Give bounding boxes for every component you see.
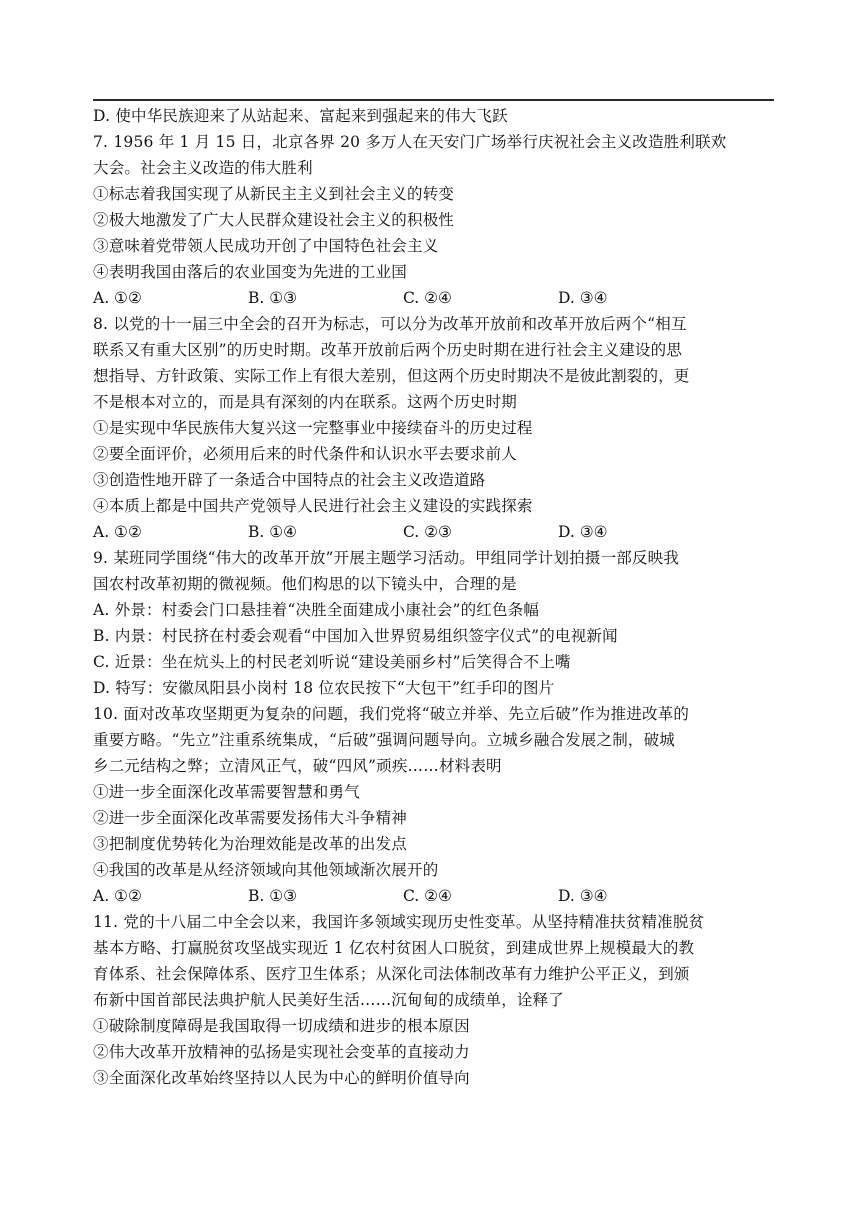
q10-choice-a: A. ①②	[93, 887, 142, 905]
q8-statement-3: ③创造性地开辟了一条适合中国特点的社会主义改造道路	[93, 471, 486, 489]
q10-choice-d: D. ③④	[558, 887, 608, 905]
q8-stem-line-4: 不是根本对立的，而是具有深刻的内在联系。这两个历史时期	[93, 393, 517, 411]
q11-statement-2: ②伟大改革开放精神的弘扬是实现社会变革的直接动力	[93, 1043, 470, 1061]
q7-stem-line-1: 7. 1956 年 1 月 15 日，北京各界 20 多万人在天安门广场举行庆祝社会主义改造胜利联欢	[93, 133, 727, 151]
q10-choice-c: C. ②④	[403, 887, 452, 905]
q8-stem-line-1: 8. 以党的十一届三中全会的召开为标志，可以分为改革开放前和改革开放后两个“相互	[93, 315, 687, 333]
q8-answer-choices	[93, 519, 783, 545]
q7-statement-4: ④表明我国由落后的农业国变为先进的工业国	[93, 263, 408, 281]
q9-stem-line-2: 国农村改革初期的微视频。他们构思的以下镜头中，合理的是	[93, 575, 517, 593]
q9-choice-a: A. 外景：村委会门口悬挂着“决胜全面建成小康社会”的红色条幅	[93, 601, 540, 619]
q10-answer-choices	[93, 883, 783, 909]
q10-statement-1: ①进一步全面深化改革需要智慧和勇气	[93, 783, 360, 801]
q10-stem-line-2: 重要方略。“先立”注重系统集成，“后破”强调问题导向。立城乡融合发展之制，破城	[93, 731, 675, 749]
q11-stem-line-2: 基本方略、打赢脱贫攻坚战实现近 1 亿农村贫困人口脱贫，到建成世界上规模最大的教	[93, 939, 695, 957]
q9-choice-c: C. 近景：坐在炕头上的村民老刘听说“建设美丽乡村”后笑得合不上嘴	[93, 653, 571, 671]
q8-choice-c: C. ②③	[403, 523, 452, 541]
q10-choice-b: B. ①③	[248, 887, 298, 905]
q11-stem-line-1: 11. 党的十八届二中全会以来，我国许多领域实现历史性变革。从坚持精准扶贫精准脱贫	[93, 913, 705, 931]
q8-choice-b: B. ①④	[248, 523, 298, 541]
q9-choice-d: D. 特写：安徽凤阳县小岗村 18 位农民按下“大包干”红手印的图片	[93, 679, 555, 697]
q8-choice-a: A. ①②	[93, 523, 142, 541]
q7-answer-choices	[93, 285, 783, 311]
q7-stem-line-2: 大会。社会主义改造的伟大胜利	[93, 159, 313, 177]
q10-statement-4: ④我国的改革是从经济领域向其他领域渐次展开的	[93, 861, 439, 879]
top-divider-line	[93, 99, 774, 101]
q10-statement-2: ②进一步全面深化改革需要发扬伟大斗争精神	[93, 809, 408, 827]
q7-statement-3: ③意味着党带领人民成功开创了中国特色社会主义	[93, 237, 439, 255]
exam-page-body	[93, 103, 783, 1091]
q7-statement-1: ①标志着我国实现了从新民主主义到社会主义的转变	[93, 185, 455, 203]
q7-statement-2: ②极大地激发了广大人民群众建设社会主义的积极性	[93, 211, 455, 229]
q8-stem-line-2: 联系又有重大区别”的历史时期。改革开放前后两个历史时期在进行社会主义建设的思	[93, 341, 683, 359]
q8-statement-4: ④本质上都是中国共产党领导人民进行社会主义建设的实践探索	[93, 497, 533, 515]
q7-choice-d: D. ③④	[558, 289, 608, 307]
q9-choice-b: B. 内景：村民挤在村委会观看“中国加入世界贸易组织签字仪式”的电视新闻	[93, 627, 618, 645]
q10-statement-3: ③把制度优势转化为治理效能是改革的出发点	[93, 835, 408, 853]
q7-choice-a: A. ①②	[93, 289, 142, 307]
q7-choice-b: B. ①③	[248, 289, 298, 307]
q10-stem-line-3: 乡二元结构之弊；立清风正气，破“四风”顽疾……材料表明	[93, 757, 502, 775]
q8-choice-d: D. ③④	[558, 523, 608, 541]
q11-stem-line-4: 布新中国首部民法典护航人民美好生活……沉甸甸的成绩单，诠释了	[93, 991, 565, 1009]
q8-statement-2: ②要全面评价，必须用后来的时代条件和认识水平去要求前人	[93, 445, 517, 463]
q6-option-d: D. 使中华民族迎来了从站起来、富起来到强起来的伟大飞跃	[93, 107, 508, 125]
q10-stem-line-1: 10. 面对改革攻坚期更为复杂的问题，我们党将“破立并举、先立后破”作为推进改革的	[93, 705, 690, 723]
q8-statement-1: ①是实现中华民族伟大复兴这一完整事业中接续奋斗的历史过程	[93, 419, 533, 437]
q8-stem-line-3: 想指导、方针政策、实际工作上有很大差别，但这两个历史时期决不是彼此割裂的，更	[93, 367, 690, 385]
q7-choice-c: C. ②④	[403, 289, 452, 307]
q11-stem-line-3: 育体系、社会保障体系、医疗卫生体系；从深化司法体制改革有力维护公平正义，到颁	[93, 965, 690, 983]
q9-stem-line-1: 9. 某班同学围绕“伟大的改革开放”开展主题学习活动。甲组同学计划拍摄一部反映我	[93, 549, 680, 567]
q11-statement-1: ①破除制度障碍是我国取得一切成绩和进步的根本原因	[93, 1017, 470, 1035]
q11-statement-3: ③全面深化改革始终坚持以人民为中心的鲜明价值导向	[93, 1069, 470, 1087]
